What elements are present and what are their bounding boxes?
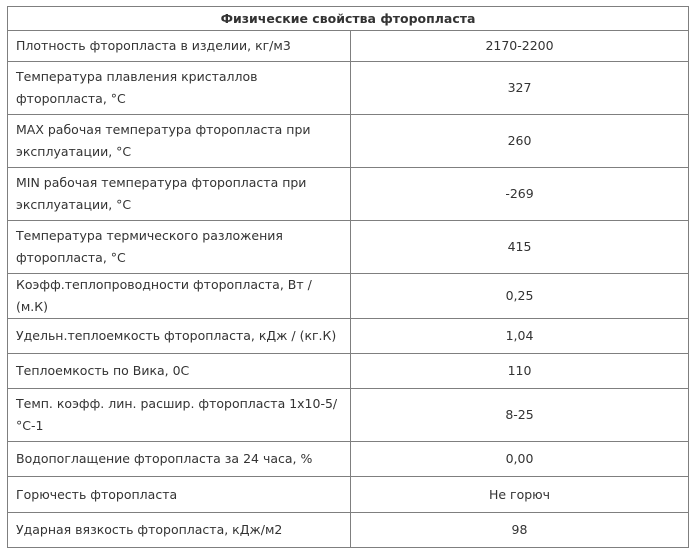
table-title: Физические свойства фторопласта: [8, 7, 689, 31]
row-value: -269: [351, 168, 689, 221]
table-row: [8, 221, 689, 274]
row-label: МАХ рабочая температура фторопласта при эксплуатации, °С: [8, 115, 351, 168]
table-row: [8, 168, 689, 221]
row-label: Плотность фторопласта в изделии, кг/м3: [8, 31, 351, 62]
table-row: [8, 31, 689, 62]
row-label: Удельн.теплоемкость фторопласта, кДж / (кг.К): [8, 319, 351, 354]
table-row: [8, 62, 689, 115]
row-label: Водопоглащение фторопласта за 24 часа, %: [8, 442, 351, 477]
table-row: [8, 274, 689, 319]
table-row: [8, 115, 689, 168]
row-value: 98: [351, 513, 689, 548]
properties-table: [7, 6, 689, 548]
row-value: 0,00: [351, 442, 689, 477]
table-row: [8, 354, 689, 389]
row-value: 1,04: [351, 319, 689, 354]
row-value: 8-25: [351, 389, 689, 442]
row-label: Темп. коэфф. лин. расшир. фторопласта 1х10-5/°С-1: [8, 389, 351, 442]
table-row: [8, 442, 689, 477]
table-row: [8, 319, 689, 354]
row-label: Теплоемкость по Вика, 0С: [8, 354, 351, 389]
row-value: 260: [351, 115, 689, 168]
table-header-row: [8, 7, 689, 31]
row-label: Температура плавления кристаллов фторопласта, °С: [8, 62, 351, 115]
row-value: 110: [351, 354, 689, 389]
table-row: [8, 389, 689, 442]
properties-table-container: [7, 6, 688, 548]
row-value: Не горюч: [351, 477, 689, 513]
row-label: Ударная вязкость фторопласта, кДж/м2: [8, 513, 351, 548]
row-label: MIN рабочая температура фторопласта при эксплуатации, °С: [8, 168, 351, 221]
row-value: 0,25: [351, 274, 689, 319]
row-value: 415: [351, 221, 689, 274]
row-value: 327: [351, 62, 689, 115]
table-row: [8, 477, 689, 513]
row-label: Температура термического разложения фторопласта, °С: [8, 221, 351, 274]
table-row: [8, 513, 689, 548]
row-label: Коэфф.теплопроводности фторопласта, Вт / (м.К): [8, 274, 351, 319]
row-value: 2170-2200: [351, 31, 689, 62]
row-label: Горючесть фторопласта: [8, 477, 351, 513]
